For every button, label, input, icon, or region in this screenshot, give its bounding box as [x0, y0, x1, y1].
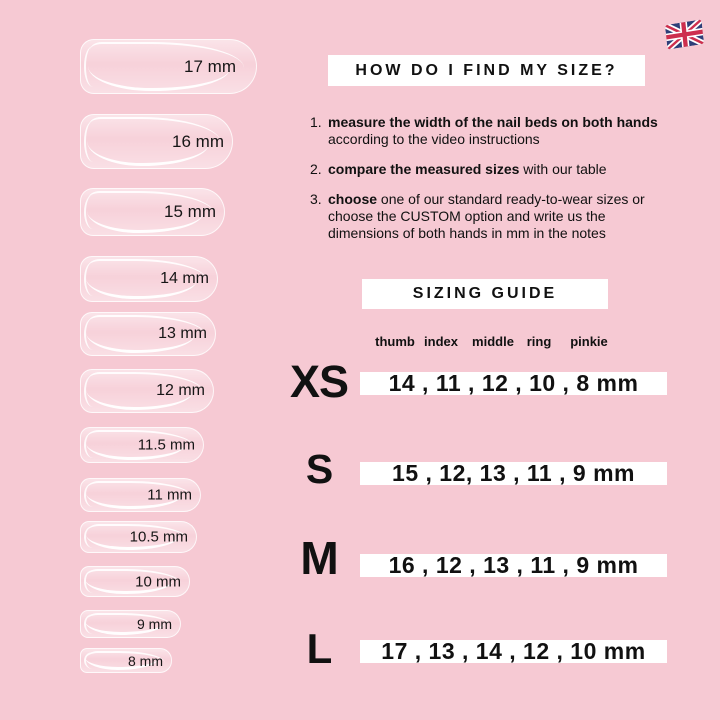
nail-tip-17mm: [80, 39, 257, 94]
nail-tip-14mm: [80, 256, 218, 302]
instruction-step-3: [310, 191, 662, 242]
nail-tip-15mm: [80, 188, 225, 236]
finger-header-ring: ring: [526, 334, 552, 349]
size-label-xs: XS: [289, 356, 349, 407]
finger-header-pinkie: pinkie: [570, 334, 608, 349]
nail-edge-highlight: [84, 432, 102, 458]
nail-size-label: 11 mm: [147, 486, 192, 504]
nail-size-label: 8 mm: [128, 652, 163, 669]
nail-edge-highlight: [84, 375, 102, 407]
nail-size-label: 10 mm: [135, 573, 181, 590]
instruction-step-1: [310, 114, 662, 148]
nail-edge-highlight: [84, 121, 102, 161]
nail-size-label: 10.5 mm: [129, 528, 188, 546]
step-text: measure the width of the nail beds on both hands according to the video instructions: [328, 114, 658, 147]
nail-edge-highlight: [84, 318, 102, 350]
instructions-list: [310, 114, 662, 255]
finger-header-middle: middle: [472, 334, 514, 349]
size-values-xs: [360, 372, 667, 395]
nail-tip-9mm: [80, 610, 181, 638]
sizing-guide-banner: [362, 279, 608, 309]
step-number: 1.: [310, 114, 322, 130]
step-number: 3.: [310, 191, 322, 207]
step-text: choose one of our standard ready-to-wear sizes or choose the CUSTOM option and write us the dimensions of both hands in mm in the notes: [328, 191, 645, 241]
size-label-s: S: [305, 446, 333, 492]
nail-size-label: 12 mm: [156, 382, 205, 399]
size-values-s: [360, 462, 667, 485]
nail-size-label: 14 mm: [160, 270, 209, 287]
size-values-text: 14 , 11 , 12 , 10 , 8 mm: [388, 370, 639, 396]
nail-size-label: 16 mm: [172, 131, 224, 151]
nail-edge-highlight: [84, 262, 102, 295]
nail-size-label: 11.5 mm: [137, 436, 195, 454]
finger-header-index: index: [424, 334, 458, 349]
size-values-text: 16 , 12 , 13 , 11 , 9 mm: [388, 552, 639, 578]
nail-tip-16mm: [80, 114, 233, 169]
nail-edge-highlight: [84, 46, 102, 86]
finger-header-thumb: thumb: [375, 334, 415, 349]
nail-tip-11mm: [80, 478, 201, 512]
nail-tip-10mm: [80, 566, 190, 597]
nail-edge-highlight: [84, 195, 102, 230]
nail-tip-8mm: [80, 648, 172, 673]
size-values-text: 15 , 12, 13 , 11 , 9 mm: [392, 460, 635, 486]
nail-size-label: 13 mm: [158, 325, 207, 342]
nail-size-label: 9 mm: [137, 616, 172, 632]
nail-tip-13mm: [80, 312, 216, 356]
nail-edge-highlight: [84, 570, 102, 592]
nail-edge-highlight: [84, 483, 102, 507]
nail-size-label: 17 mm: [184, 56, 236, 76]
step-text: compare the measured sizes with our table: [328, 161, 607, 177]
headline-text: HOW DO I FIND MY SIZE?: [355, 61, 618, 79]
nail-size-label: 15 mm: [164, 202, 216, 221]
size-values-l: [360, 640, 667, 663]
uk-flag-icon: [665, 18, 704, 51]
instruction-step-2: [310, 161, 662, 178]
nail-tip-10_5mm: [80, 521, 197, 553]
size-label-m: M: [300, 532, 338, 584]
headline-banner: [328, 55, 645, 86]
nail-tip-12mm: [80, 369, 214, 413]
nail-edge-highlight: [84, 614, 102, 634]
sizing-guide-title: SIZING GUIDE: [412, 285, 558, 302]
nail-edge-highlight: [84, 526, 102, 549]
nail-edge-highlight: [84, 652, 102, 670]
size-values-m: [360, 554, 667, 577]
nail-tip-11_5mm: [80, 427, 204, 463]
size-values-text: 17 , 13 , 14 , 12 , 10 mm: [381, 638, 646, 664]
step-number: 2.: [310, 161, 322, 177]
size-label-l: L: [306, 625, 332, 672]
